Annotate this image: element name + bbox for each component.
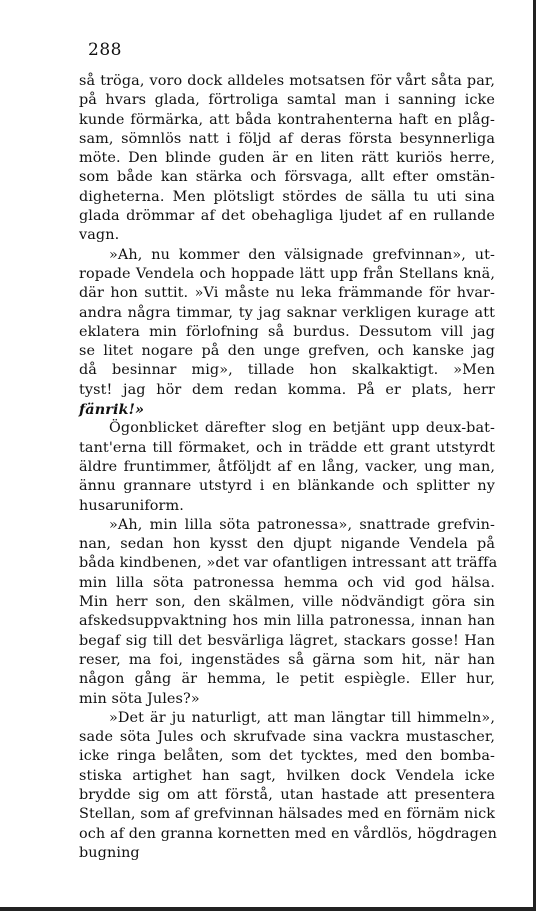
- text-line: så tröga, voro dock alldeles motsatsen för vårt såta par,: [79, 73, 495, 89]
- text-line: någon gång är hemma, le petit espiègle. Eller hur,: [79, 671, 495, 688]
- text-line: »Ah, min lilla söta patronessa», snattrade grefvin-: [109, 516, 495, 533]
- text-line: digheterna. Men plötsligt stördes de sälla tu uti sina: [79, 188, 495, 205]
- text-line: båda kindbenen, »det var ofantligen intressant att träffa: [79, 555, 498, 572]
- text-line: »Ah, nu kommer den välsignade grefvinnan», ut-: [109, 246, 495, 263]
- text-line: brydde sig om att förstå, utan hastade att presentera: [79, 786, 495, 803]
- text-line: ropade Vendela och hoppade lätt upp från Stellans knä,: [79, 265, 495, 282]
- text-line: tyst! jag hör dem redan komma. På er plats, herr: [79, 381, 495, 398]
- text-line: Stellan, som af grefvinnan hälsades med en förnäm nick: [79, 806, 496, 823]
- text-line: husaruniform.: [79, 497, 184, 514]
- text-line: begaf sig till det besvärliga lägret, stackars gosse! Han: [79, 632, 495, 649]
- text-line: ännu grannare utstyrd i en blänkande och splitter ny: [79, 478, 495, 495]
- text-line: bugning: [79, 844, 140, 861]
- text-line: glada drömmar af det obehagliga ljudet af en rullande: [79, 208, 495, 225]
- text-line: äldre fruntimmer, åtföljdt af en lång, vacker, ung man,: [79, 458, 495, 475]
- text-line: min lilla söta patronessa hemma och vid god hälsa.: [79, 574, 495, 591]
- text-line: sade söta Jules och skrufvade sina vackra mustascher,: [79, 729, 495, 746]
- page-number: 288: [88, 40, 122, 60]
- text-line: se litet nogare på den unge grefven, och kanske jag: [79, 343, 495, 360]
- text-line: sam, sömnlös natt i följd af deras första besynnerliga: [79, 130, 495, 147]
- text-line: stiska artighet han sagt, hvilken dock Vendela icke: [79, 767, 495, 784]
- text-line: på hvars glada, förtroliga samtal man i sanning icke: [79, 92, 495, 109]
- text-line: där hon suttit. »Vi måste nu leka främmande för hvar-: [79, 285, 495, 302]
- text-line: nan, sedan hon kysst den djupt nigande Vendela på: [79, 536, 495, 553]
- body-text: [79, 72, 498, 863]
- page-edge-bottom: [0, 907, 536, 911]
- text-line: andra några timmar, ty jag saknar verkligen kurage att: [79, 304, 495, 321]
- text-line: som både kan stärka och försvaga, allt efter omstän-: [79, 169, 495, 186]
- text-line: Min herr son, den skälmen, ville nödvändigt göra sin: [79, 594, 495, 611]
- text-line: och af den granna kornetten med en vårdlös, högdragen: [79, 825, 497, 842]
- text-line: reser, ma foi, ingenstädes så gärna som hit, när han: [79, 651, 495, 668]
- text-line: Ögonblicket därefter slog en betjänt upp deux-bat-: [109, 420, 495, 437]
- text-line: eklatera min förlofning så burdus. Dessutom vill jag: [79, 323, 495, 340]
- text-line: vagn.: [79, 227, 120, 244]
- text-line: möte. Den blinde guden är en liten rätt kuriös herre,: [79, 150, 495, 167]
- text-line: afskedsuppvaktning hos min lilla patronessa, innan han: [79, 613, 495, 630]
- text-line: »Det är ju naturligt, att man längtar till himmeln»,: [109, 709, 495, 726]
- text-line: kunde förmärka, att båda kontrahenterna haft en plåg-: [79, 111, 495, 128]
- text-line: tant'erna till förmaket, och in trädde ett grant utstyrdt: [79, 439, 495, 456]
- text-line: icke ringa belåten, som det tycktes, med den bomba-: [79, 748, 495, 765]
- text-line: då besinnar mig», tillade hon skalkaktigt. »Men: [79, 362, 495, 379]
- text-line: min söta Jules?»: [79, 690, 200, 707]
- text-line: fänrik!»: [79, 401, 145, 419]
